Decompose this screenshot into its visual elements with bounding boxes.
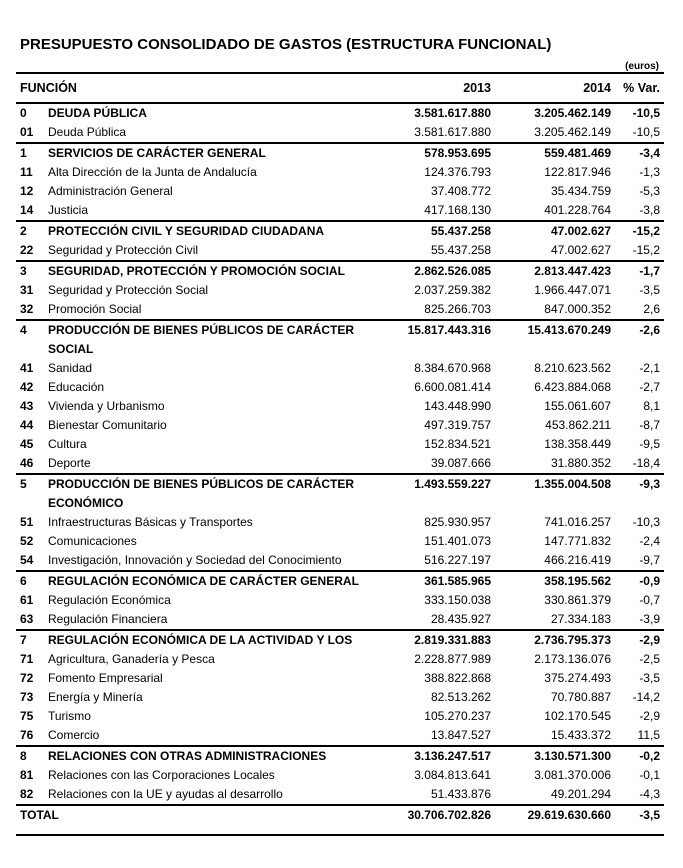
- table-row: [16, 182, 664, 201]
- cell-description: PRODUCCIÓN DE BIENES PÚBLICOS DE CARÁCTER SOCIAL: [44, 320, 380, 359]
- cell-description: Sanidad: [48, 361, 93, 375]
- table-row: [16, 532, 664, 551]
- cell-description: Educación: [48, 380, 105, 394]
- cell-2014: 358.195.562: [495, 571, 615, 591]
- cell-code: 2: [16, 221, 44, 241]
- cell-description: Alta Dirección de la Junta de Andalucía: [48, 165, 257, 179]
- cell-description: Seguridad y Protección Civil: [48, 243, 199, 257]
- cell-2014: 47.002.627: [550, 243, 611, 257]
- cell-var: -2,7: [639, 380, 660, 394]
- cell-2013: 151.401.073: [424, 534, 491, 548]
- cell-var: -14,2: [632, 690, 660, 704]
- cell-code: 63: [20, 612, 34, 626]
- cell-2014: 138.358.449: [544, 437, 611, 451]
- cell-code: 43: [20, 399, 34, 413]
- table-row: [16, 669, 664, 688]
- cell-2013: 3.084.813.641: [414, 768, 491, 782]
- cell-2013: 143.448.990: [424, 399, 491, 413]
- cell-var: -5,3: [639, 184, 660, 198]
- cell-2013: 124.376.793: [424, 165, 491, 179]
- cell-code: 81: [20, 768, 34, 782]
- cell-code: 54: [20, 553, 34, 567]
- cell-description: Turismo: [48, 709, 91, 723]
- cell-description: Infraestructuras Básicas y Transportes: [48, 515, 253, 529]
- cell-description: Regulación Económica: [48, 593, 171, 607]
- table-row: [16, 726, 664, 746]
- cell-2013: 497.319.757: [424, 418, 491, 432]
- cell-2014: 15.433.372: [550, 728, 611, 742]
- cell-2014: 47.002.627: [495, 221, 615, 241]
- cell-description: Fomento Empresarial: [48, 671, 163, 685]
- cell-2013: 2.037.259.382: [414, 283, 491, 297]
- cell-code: 14: [20, 203, 34, 217]
- cell-description: Energía y Minería: [48, 690, 143, 704]
- cell-description: Relaciones con las Corporaciones Locales: [48, 768, 275, 782]
- cell-2014: 453.862.211: [545, 418, 611, 432]
- cell-2013: 55.437.258: [380, 221, 495, 241]
- cell-description: Vivienda y Urbanismo: [48, 399, 165, 413]
- cell-var: -0,1: [639, 768, 660, 782]
- cell-var: 8,1: [643, 399, 660, 413]
- cell-2014: 559.481.469: [495, 143, 615, 163]
- total-2014: 29.619.630.660: [495, 805, 615, 835]
- cell-2013: 152.834.521: [424, 437, 491, 451]
- cell-var: -2,5: [639, 652, 660, 666]
- table-row: [16, 281, 664, 300]
- cell-code: 75: [20, 709, 34, 723]
- group-row: [16, 630, 664, 650]
- cell-2014: 401.228.764: [544, 203, 611, 217]
- cell-2014: 122.817.946: [544, 165, 611, 179]
- cell-description: Seguridad y Protección Social: [48, 283, 209, 297]
- cell-code: 61: [20, 593, 34, 607]
- cell-var: -0,9: [615, 571, 664, 591]
- cell-code: 7: [16, 630, 44, 650]
- cell-var: -3,5: [639, 283, 660, 297]
- cell-2013: 3.581.617.880: [414, 125, 491, 139]
- cell-2014: 6.423.884.068: [534, 380, 611, 394]
- cell-var: -0,7: [639, 593, 660, 607]
- cell-code: 3: [16, 261, 44, 281]
- cell-2013: 825.930.957: [424, 515, 491, 529]
- page-title: PRESUPUESTO CONSOLIDADO DE GASTOS (ESTRUCTURA FUNCIONAL): [20, 36, 552, 53]
- total-label: TOTAL: [16, 805, 380, 835]
- group-row: [16, 261, 664, 281]
- cell-description: RELACIONES CON OTRAS ADMINISTRACIONES: [44, 746, 380, 766]
- cell-2014: 15.413.670.249: [495, 320, 615, 359]
- cell-2013: 8.384.670.968: [414, 361, 491, 375]
- table-row: [16, 378, 664, 397]
- cell-2014: 1.355.004.508: [495, 474, 615, 513]
- cell-var: -2,9: [615, 630, 664, 650]
- table-row: [16, 435, 664, 454]
- cell-2014: 3.130.571.300: [495, 746, 615, 766]
- cell-var: -18,4: [632, 456, 660, 470]
- cell-code: 8: [16, 746, 44, 766]
- cell-2014: 49.201.294: [550, 787, 611, 801]
- cell-description: Comercio: [48, 728, 100, 742]
- cell-2013: 13.847.527: [430, 728, 491, 742]
- cell-var: -2,6: [615, 320, 664, 359]
- cell-2013: 51.433.876: [430, 787, 491, 801]
- cell-2014: 847.000.352: [544, 302, 611, 316]
- cell-var: 11,5: [637, 728, 660, 742]
- cell-2014: 3.205.462.149: [534, 125, 611, 139]
- table-body: [16, 103, 664, 805]
- budget-table: [16, 72, 664, 836]
- cell-description: Promoción Social: [48, 302, 142, 316]
- cell-2014: 155.061.607: [544, 399, 611, 413]
- cell-var: -10,5: [632, 125, 660, 139]
- cell-2014: 70.780.887: [550, 690, 611, 704]
- cell-2014: 147.771.832: [544, 534, 611, 548]
- cell-var: -2,9: [639, 709, 660, 723]
- cell-2013: 333.150.038: [424, 593, 491, 607]
- cell-code: 46: [20, 456, 34, 470]
- cell-description: Regulación Financiera: [48, 612, 168, 626]
- table-header-row: [16, 73, 664, 103]
- cell-code: 72: [20, 671, 34, 685]
- cell-code: 01: [20, 125, 34, 139]
- cell-var: -15,2: [615, 221, 664, 241]
- table-row: [16, 610, 664, 630]
- cell-description: Relaciones con la UE y ayudas al desarrollo: [48, 787, 283, 801]
- table-row: [16, 416, 664, 435]
- cell-description: Deuda Pública: [48, 125, 127, 139]
- cell-code: 41: [20, 361, 34, 375]
- cell-description: REGULACIÓN ECONÓMICA DE CARÁCTER GENERAL: [44, 571, 380, 591]
- group-row: [16, 221, 664, 241]
- group-row: [16, 474, 664, 513]
- table-row: [16, 766, 664, 785]
- cell-2014: 8.210.623.562: [534, 361, 611, 375]
- cell-2014: 2.173.136.076: [534, 652, 611, 666]
- cell-2013: 3.581.617.880: [414, 106, 491, 120]
- cell-description: SERVICIOS DE CARÁCTER GENERAL: [44, 143, 380, 163]
- header-2014: 2014: [495, 73, 615, 103]
- cell-var: -15,2: [632, 243, 660, 257]
- cell-code: 51: [20, 515, 34, 529]
- cell-var: -9,7: [639, 553, 660, 567]
- cell-2013: 2.819.331.883: [380, 630, 495, 650]
- cell-2014: 3.081.370.006: [534, 768, 611, 782]
- cell-var: -9,3: [615, 474, 664, 513]
- table-row: [16, 688, 664, 707]
- cell-code: 4: [16, 320, 44, 359]
- cell-code: 76: [20, 728, 34, 742]
- table-row: [16, 513, 664, 532]
- group-row: [16, 571, 664, 591]
- cell-2014: 3.205.462.149: [534, 106, 611, 120]
- cell-code: 45: [20, 437, 34, 451]
- cell-description: Administración General: [48, 184, 173, 198]
- cell-2014: 31.880.352: [550, 456, 611, 470]
- cell-description: Deporte: [48, 456, 91, 470]
- cell-2013: 37.408.772: [430, 184, 491, 198]
- cell-description: PROTECCIÓN CIVIL Y SEGURIDAD CIUDADANA: [44, 221, 380, 241]
- cell-description: Comunicaciones: [48, 534, 137, 548]
- cell-description: Justicia: [48, 203, 89, 217]
- table-row: [16, 397, 664, 416]
- cell-description: Bienestar Comunitario: [48, 418, 167, 432]
- cell-2014: 1.966.447.071: [534, 283, 611, 297]
- cell-code: 1: [16, 143, 44, 163]
- cell-2013: 105.270.237: [424, 709, 491, 723]
- cell-2013: 1.493.559.227: [380, 474, 495, 513]
- cell-2013: 825.266.703: [424, 302, 491, 316]
- cell-code: 42: [20, 380, 34, 394]
- cell-2013: 15.817.443.316: [380, 320, 495, 359]
- cell-code: 11: [20, 165, 33, 179]
- cell-2013: 361.585.965: [380, 571, 495, 591]
- cell-2013: 82.513.262: [430, 690, 491, 704]
- cell-var: 2,6: [643, 302, 660, 316]
- cell-var: -0,2: [615, 746, 664, 766]
- header-var: % Var.: [615, 73, 664, 103]
- cell-2014: 330.861.379: [544, 593, 611, 607]
- table-row: [16, 650, 664, 669]
- table-row: [16, 201, 664, 221]
- table-row: [16, 551, 664, 571]
- cell-description: PRODUCCIÓN DE BIENES PÚBLICOS DE CARÁCTER ECONÓMICO: [44, 474, 380, 513]
- cell-var: -1,3: [639, 165, 660, 179]
- total-row: [16, 805, 664, 835]
- cell-2013: 55.437.258: [430, 243, 491, 257]
- cell-code: 32: [20, 302, 34, 316]
- table-row: [16, 785, 664, 805]
- header-funcion: FUNCIÓN: [16, 73, 380, 103]
- cell-2014: 2.736.795.373: [495, 630, 615, 650]
- cell-description: Investigación, Innovación y Sociedad del Conocimiento: [48, 553, 342, 567]
- cell-2013: 39.087.666: [430, 456, 491, 470]
- total-2013: 30.706.702.826: [380, 805, 495, 835]
- cell-code: 44: [20, 418, 34, 432]
- cell-code: 12: [20, 184, 34, 198]
- cell-2014: 375.274.493: [544, 671, 611, 685]
- table-row: [16, 123, 664, 143]
- cell-var: -9,5: [639, 437, 660, 451]
- cell-description: SEGURIDAD, PROTECCIÓN Y PROMOCIÓN SOCIAL: [44, 261, 380, 281]
- cell-2014: 35.434.759: [550, 184, 611, 198]
- cell-description: Agricultura, Ganadería y Pesca: [48, 652, 215, 666]
- header-2013: 2013: [380, 73, 495, 103]
- group-row: [16, 143, 664, 163]
- cell-code: 0: [20, 106, 27, 120]
- table-row: [16, 707, 664, 726]
- group-row: [16, 103, 664, 123]
- cell-2013: 388.822.868: [424, 671, 491, 685]
- cell-var: -1,7: [615, 261, 664, 281]
- cell-var: -3,9: [639, 612, 660, 626]
- cell-2013: 2.862.526.085: [380, 261, 495, 281]
- cell-var: -10,5: [632, 106, 660, 120]
- cell-2013: 417.168.130: [424, 203, 491, 217]
- group-row: [16, 746, 664, 766]
- cell-code: 73: [20, 690, 34, 704]
- cell-code: 52: [20, 534, 34, 548]
- cell-2014: 741.016.257: [544, 515, 611, 529]
- cell-2013: 516.227.197: [424, 553, 491, 567]
- cell-code: 31: [20, 283, 34, 297]
- cell-code: 82: [20, 787, 34, 801]
- cell-description: DEUDA PÚBLICA: [48, 106, 147, 120]
- units-label: (euros): [625, 61, 659, 72]
- cell-var: -3,8: [639, 203, 660, 217]
- table-row: [16, 591, 664, 610]
- cell-var: -2,1: [639, 361, 660, 375]
- total-var: -3,5: [615, 805, 664, 835]
- cell-2014: 27.334.183: [550, 612, 611, 626]
- table-row: [16, 454, 664, 474]
- cell-2014: 102.170.545: [544, 709, 611, 723]
- table-row: [16, 163, 664, 182]
- cell-var: -10,3: [632, 515, 660, 529]
- cell-2013: 3.136.247.517: [380, 746, 495, 766]
- cell-2013: 578.953.695: [380, 143, 495, 163]
- cell-code: 5: [16, 474, 44, 513]
- table-row: [16, 359, 664, 378]
- table-row: [16, 300, 664, 320]
- cell-code: 22: [20, 243, 34, 257]
- cell-code: 71: [20, 652, 34, 666]
- table-row: [16, 241, 664, 261]
- cell-var: -3,4: [615, 143, 664, 163]
- cell-description: Cultura: [48, 437, 87, 451]
- cell-var: -3,5: [639, 671, 660, 685]
- cell-var: -8,7: [639, 418, 660, 432]
- cell-2014: 2.813.447.423: [495, 261, 615, 281]
- cell-var: -2,4: [639, 534, 660, 548]
- cell-2013: 2.228.877.989: [414, 652, 491, 666]
- cell-code: 6: [16, 571, 44, 591]
- cell-var: -4,3: [639, 787, 660, 801]
- cell-2013: 28.435.927: [430, 612, 491, 626]
- cell-description: REGULACIÓN ECONÓMICA DE LA ACTIVIDAD Y LOS: [44, 630, 380, 650]
- cell-2014: 466.216.419: [544, 553, 611, 567]
- cell-2013: 6.600.081.414: [414, 380, 491, 394]
- group-row: [16, 320, 664, 359]
